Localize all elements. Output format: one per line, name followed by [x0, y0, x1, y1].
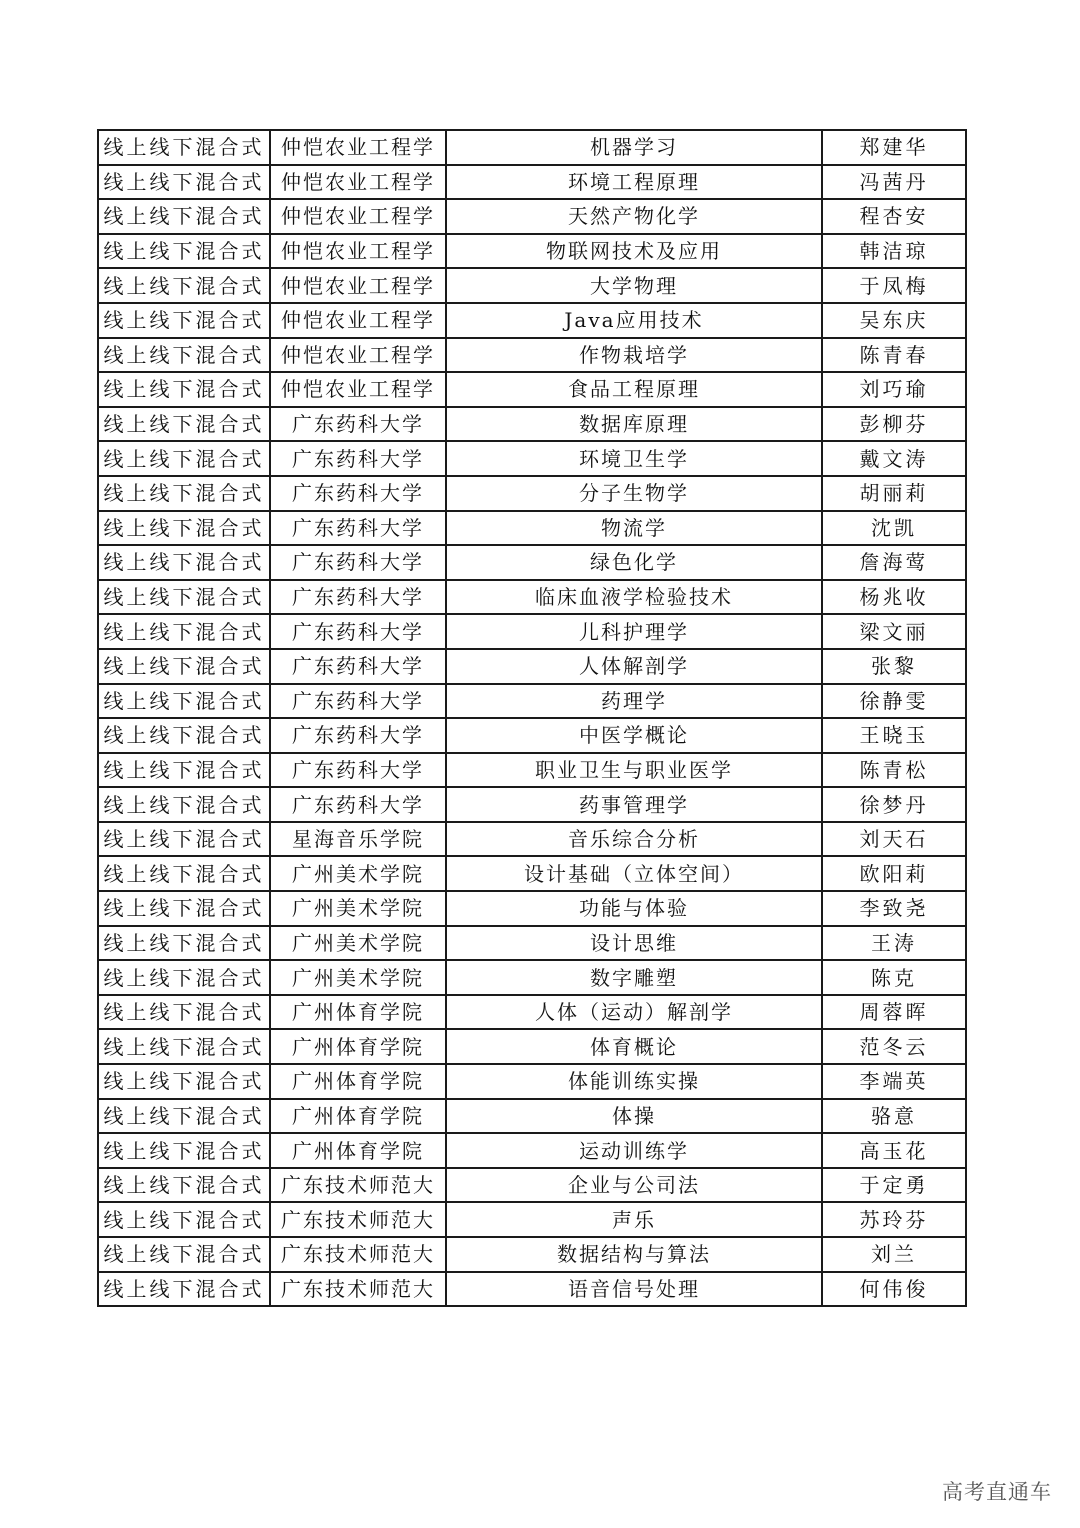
cell-school: 广东技术师范大: [270, 1237, 446, 1272]
cell-mode: 线上线下混合式: [98, 1272, 270, 1307]
cell-mode: 线上线下混合式: [98, 1099, 270, 1134]
cell-teacher: 高玉花: [822, 1133, 966, 1168]
cell-teacher: 陈克: [822, 960, 966, 995]
cell-mode: 线上线下混合式: [98, 1064, 270, 1099]
cell-teacher: 刘兰: [822, 1237, 966, 1272]
cell-teacher: 戴文涛: [822, 441, 966, 476]
cell-school: 广州美术学院: [270, 960, 446, 995]
cell-school: 广州体育学院: [270, 1029, 446, 1064]
cell-mode: 线上线下混合式: [98, 787, 270, 822]
cell-teacher: 王涛: [822, 926, 966, 961]
cell-teacher: 徐静雯: [822, 684, 966, 719]
table-row: [98, 787, 966, 822]
cell-mode: 线上线下混合式: [98, 338, 270, 373]
cell-mode: 线上线下混合式: [98, 1237, 270, 1272]
cell-course: 职业卫生与职业医学: [446, 753, 822, 788]
table-row: [98, 995, 966, 1030]
cell-school: 广东技术师范大: [270, 1202, 446, 1237]
cell-teacher: 程杏安: [822, 199, 966, 234]
cell-mode: 线上线下混合式: [98, 511, 270, 546]
cell-mode: 线上线下混合式: [98, 856, 270, 891]
cell-course: 声乐: [446, 1202, 822, 1237]
cell-school: 仲恺农业工程学: [270, 372, 446, 407]
cell-mode: 线上线下混合式: [98, 580, 270, 615]
cell-school: 仲恺农业工程学: [270, 234, 446, 269]
cell-teacher: 骆意: [822, 1099, 966, 1134]
table-row: [98, 649, 966, 684]
cell-teacher: 沈凯: [822, 511, 966, 546]
cell-mode: 线上线下混合式: [98, 1168, 270, 1203]
cell-course: 机器学习: [446, 130, 822, 165]
table-row: [98, 130, 966, 165]
table-row: [98, 165, 966, 200]
cell-course: 药理学: [446, 684, 822, 719]
cell-course: 物联网技术及应用: [446, 234, 822, 269]
table-row: [98, 303, 966, 338]
cell-mode: 线上线下混合式: [98, 303, 270, 338]
cell-course: 运动训练学: [446, 1133, 822, 1168]
cell-school: 广东药科大学: [270, 684, 446, 719]
cell-course: 语音信号处理: [446, 1272, 822, 1307]
cell-course: 绿色化学: [446, 545, 822, 580]
cell-mode: 线上线下混合式: [98, 649, 270, 684]
cell-teacher: 刘天石: [822, 822, 966, 857]
cell-teacher: 于凤梅: [822, 268, 966, 303]
cell-school: 广东药科大学: [270, 476, 446, 511]
cell-course: 人体（运动）解剖学: [446, 995, 822, 1030]
cell-teacher: 苏玲芬: [822, 1202, 966, 1237]
cell-school: 广东药科大学: [270, 545, 446, 580]
table-row: [98, 926, 966, 961]
cell-school: 仲恺农业工程学: [270, 130, 446, 165]
table-row: [98, 856, 966, 891]
cell-mode: 线上线下混合式: [98, 1029, 270, 1064]
table-row: [98, 407, 966, 442]
cell-teacher: 刘巧瑜: [822, 372, 966, 407]
table-row: [98, 1272, 966, 1307]
table-row: [98, 441, 966, 476]
cell-teacher: 郑建华: [822, 130, 966, 165]
cell-teacher: 欧阳莉: [822, 856, 966, 891]
cell-teacher: 于定勇: [822, 1168, 966, 1203]
cell-school: 广东药科大学: [270, 753, 446, 788]
cell-school: 广东药科大学: [270, 614, 446, 649]
cell-teacher: 王晓玉: [822, 718, 966, 753]
cell-teacher: 徐梦丹: [822, 787, 966, 822]
cell-teacher: 梁文丽: [822, 614, 966, 649]
table-body: [98, 130, 966, 1306]
cell-course: 人体解剖学: [446, 649, 822, 684]
cell-mode: 线上线下混合式: [98, 1202, 270, 1237]
cell-mode: 线上线下混合式: [98, 753, 270, 788]
cell-mode: 线上线下混合式: [98, 407, 270, 442]
cell-course: 天然产物化学: [446, 199, 822, 234]
watermark-text: 高考直通车: [942, 1480, 1052, 1504]
cell-teacher: 韩洁琼: [822, 234, 966, 269]
cell-mode: 线上线下混合式: [98, 718, 270, 753]
cell-course: 药事管理学: [446, 787, 822, 822]
cell-school: 广州美术学院: [270, 891, 446, 926]
cell-school: 广州体育学院: [270, 1064, 446, 1099]
cell-mode: 线上线下混合式: [98, 960, 270, 995]
table-row: [98, 753, 966, 788]
cell-course: 环境工程原理: [446, 165, 822, 200]
table-row: [98, 1133, 966, 1168]
cell-school: 广东药科大学: [270, 580, 446, 615]
cell-teacher: 范冬云: [822, 1029, 966, 1064]
cell-course: 功能与体验: [446, 891, 822, 926]
cell-course: 环境卫生学: [446, 441, 822, 476]
cell-course: 设计思维: [446, 926, 822, 961]
cell-teacher: 杨兆收: [822, 580, 966, 615]
cell-course: 食品工程原理: [446, 372, 822, 407]
cell-school: 广州美术学院: [270, 856, 446, 891]
cell-mode: 线上线下混合式: [98, 372, 270, 407]
cell-mode: 线上线下混合式: [98, 822, 270, 857]
table-row: [98, 822, 966, 857]
cell-school: 广东药科大学: [270, 718, 446, 753]
table-row: [98, 338, 966, 373]
table-row: [98, 684, 966, 719]
cell-mode: 线上线下混合式: [98, 234, 270, 269]
table-row: [98, 960, 966, 995]
cell-school: 仲恺农业工程学: [270, 165, 446, 200]
cell-course: 中医学概论: [446, 718, 822, 753]
cell-course: 数字雕塑: [446, 960, 822, 995]
cell-course: 体能训练实操: [446, 1064, 822, 1099]
cell-school: 广东药科大学: [270, 441, 446, 476]
cell-school: 广东技术师范大: [270, 1168, 446, 1203]
cell-teacher: 吴东庆: [822, 303, 966, 338]
table-row: [98, 476, 966, 511]
table-row: [98, 199, 966, 234]
cell-mode: 线上线下混合式: [98, 891, 270, 926]
cell-teacher: 张黎: [822, 649, 966, 684]
cell-school: 广州体育学院: [270, 995, 446, 1030]
course-list-table: [97, 129, 967, 1307]
table-row: [98, 1168, 966, 1203]
cell-mode: 线上线下混合式: [98, 545, 270, 580]
cell-mode: 线上线下混合式: [98, 441, 270, 476]
cell-course: 数据库原理: [446, 407, 822, 442]
cell-mode: 线上线下混合式: [98, 165, 270, 200]
cell-mode: 线上线下混合式: [98, 684, 270, 719]
cell-mode: 线上线下混合式: [98, 614, 270, 649]
cell-mode: 线上线下混合式: [98, 268, 270, 303]
cell-course: 物流学: [446, 511, 822, 546]
cell-mode: 线上线下混合式: [98, 476, 270, 511]
cell-mode: 线上线下混合式: [98, 130, 270, 165]
cell-course: 作物栽培学: [446, 338, 822, 373]
cell-school: 广东药科大学: [270, 407, 446, 442]
cell-course: Java应用技术: [446, 303, 822, 338]
cell-school: 广东药科大学: [270, 787, 446, 822]
table-row: [98, 268, 966, 303]
cell-mode: 线上线下混合式: [98, 1133, 270, 1168]
cell-school: 仲恺农业工程学: [270, 199, 446, 234]
cell-course: 大学物理: [446, 268, 822, 303]
table-row: [98, 891, 966, 926]
cell-school: 广州体育学院: [270, 1133, 446, 1168]
cell-teacher: 詹海莺: [822, 545, 966, 580]
table-row: [98, 614, 966, 649]
cell-course: 体育概论: [446, 1029, 822, 1064]
cell-mode: 线上线下混合式: [98, 995, 270, 1030]
table-row: [98, 545, 966, 580]
cell-course: 设计基础（立体空间）: [446, 856, 822, 891]
cell-school: 仲恺农业工程学: [270, 268, 446, 303]
cell-teacher: 陈青春: [822, 338, 966, 373]
table-row: [98, 1202, 966, 1237]
cell-school: 仲恺农业工程学: [270, 338, 446, 373]
cell-school: 星海音乐学院: [270, 822, 446, 857]
cell-course: 临床血液学检验技术: [446, 580, 822, 615]
cell-course: 分子生物学: [446, 476, 822, 511]
cell-school: 仲恺农业工程学: [270, 303, 446, 338]
cell-teacher: 李致尧: [822, 891, 966, 926]
cell-teacher: 胡丽莉: [822, 476, 966, 511]
cell-school: 广东药科大学: [270, 649, 446, 684]
cell-mode: 线上线下混合式: [98, 926, 270, 961]
cell-school: 广州体育学院: [270, 1099, 446, 1134]
cell-course: 体操: [446, 1099, 822, 1134]
cell-school: 广东药科大学: [270, 511, 446, 546]
cell-school: 广东技术师范大: [270, 1272, 446, 1307]
cell-course: 数据结构与算法: [446, 1237, 822, 1272]
table-row: [98, 1237, 966, 1272]
cell-course: 音乐综合分析: [446, 822, 822, 857]
table-row: [98, 1029, 966, 1064]
table-row: [98, 234, 966, 269]
cell-teacher: 何伟俊: [822, 1272, 966, 1307]
table-row: [98, 372, 966, 407]
cell-teacher: 冯茜丹: [822, 165, 966, 200]
cell-teacher: 彭柳芬: [822, 407, 966, 442]
table-row: [98, 511, 966, 546]
table-row: [98, 1064, 966, 1099]
table-row: [98, 1099, 966, 1134]
cell-school: 广州美术学院: [270, 926, 446, 961]
cell-mode: 线上线下混合式: [98, 199, 270, 234]
cell-course: 儿科护理学: [446, 614, 822, 649]
table-row: [98, 580, 966, 615]
cell-teacher: 周蓉晖: [822, 995, 966, 1030]
cell-teacher: 陈青松: [822, 753, 966, 788]
table-row: [98, 718, 966, 753]
cell-course: 企业与公司法: [446, 1168, 822, 1203]
cell-teacher: 李端英: [822, 1064, 966, 1099]
